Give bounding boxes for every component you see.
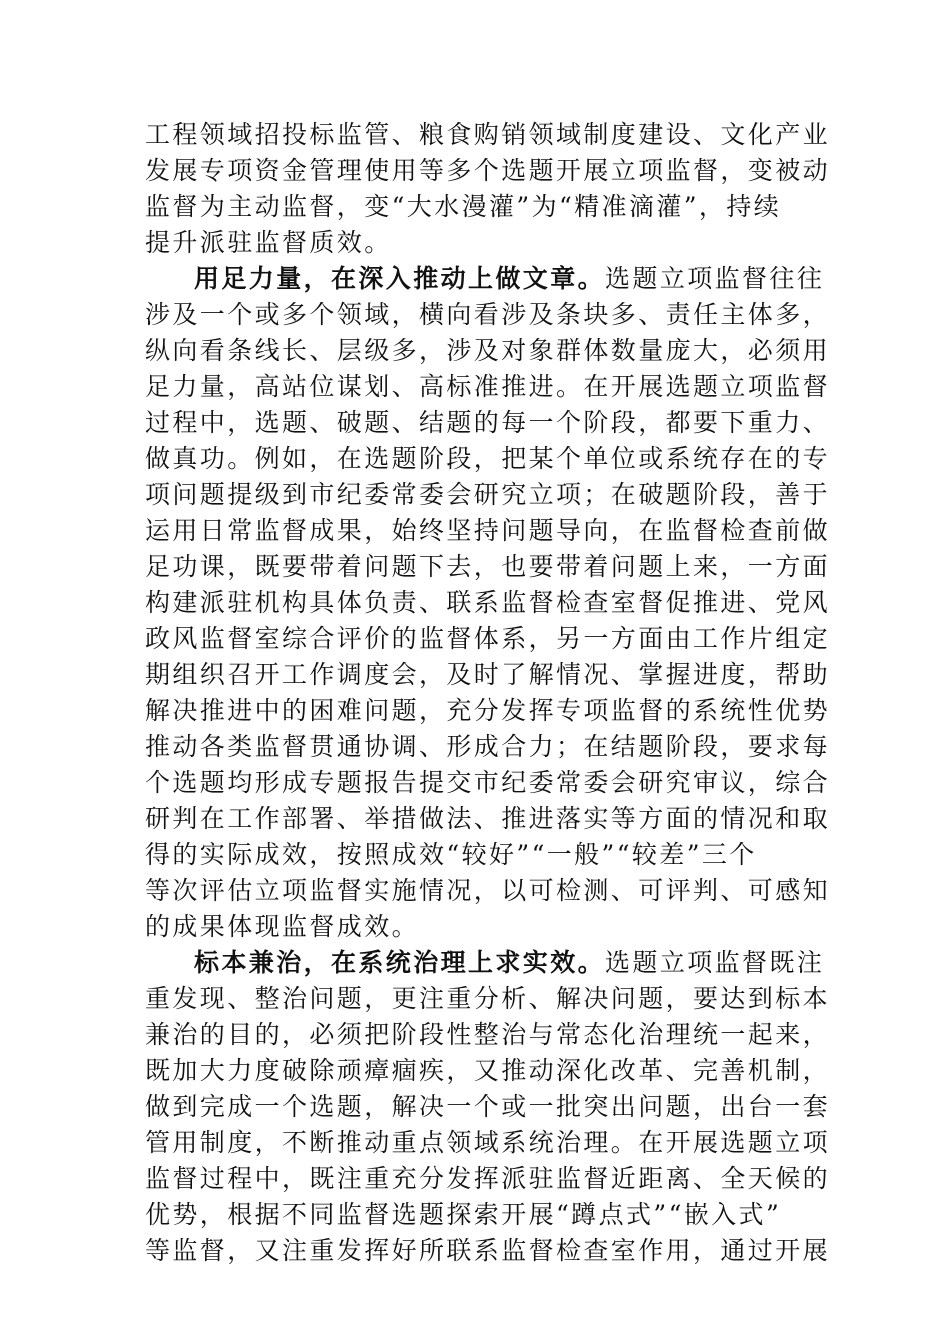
text-line: 优势，根据不同监督选题探索开展“蹲点式”“嵌入式”: [145, 1200, 782, 1229]
text-line: 等次评估立项监督实施情况，以可检测、可评判、可感知: [145, 876, 831, 905]
text-line: 兼治的目的，必须把阶段性整治与常态化治理统一起来，: [145, 1020, 831, 1049]
text-line: 个选题均形成专题报告提交市纪委常委会研究审议，综合: [145, 768, 831, 797]
text-line: 期组织召开工作调度会，及时了解情况、掌握进度，帮助: [145, 660, 831, 689]
text-line: 工程领域招投标监管、粮食购销领域制度建设、文化产业: [145, 120, 831, 149]
text-line: 监督为主动监督，变“大水漫灌”为“精准滴灌”，持续: [145, 192, 782, 221]
text-line: 政风监督室综合评价的监督体系，另一方面由工作片组定: [145, 624, 831, 653]
text-line: 做到完成一个选题，解决一个或一批突出问题，出台一套: [145, 1092, 831, 1121]
text-line: 足功课，既要带着问题下去，也要带着问题上来，一方面: [145, 552, 831, 581]
paragraph-heading: 标本兼治，在系统治理上求实效。: [194, 948, 606, 977]
paragraph-heading: 用足力量，在深入推动上做文章。: [194, 264, 606, 293]
text-line: 推动各类监督贯通协调、形成合力；在结题阶段，要求每: [145, 732, 831, 761]
paragraph-first-line: [194, 261, 825, 297]
text-line: 等监督，又注重发挥好所联系监督检查室作用，通过开展: [145, 1236, 831, 1265]
paragraph-text: 选题立项监督既注: [605, 948, 825, 977]
text-line: 过程中，选题、破题、结题的每一个阶段，都要下重力、: [145, 408, 831, 437]
text-line: 既加大力度破除顽瘴痼疾，又推动深化改革、完善机制，: [145, 1056, 831, 1085]
text-line: 做真功。例如，在选题阶段，把某个单位或系统存在的专: [145, 444, 831, 473]
text-line: 监督过程中，既注重充分发挥派驻监督近距离、全天候的: [145, 1164, 831, 1193]
paragraph-text: 选题立项监督往往: [605, 264, 825, 293]
text-line: 提升派驻监督质效。: [145, 228, 392, 257]
text-line: 发展专项资金管理使用等多个选题开展立项监督，变被动: [145, 156, 831, 185]
text-line: 纵向看条线长、层级多，涉及对象群体数量庞大，必须用: [145, 336, 831, 365]
text-line: 的成果体现监督成效。: [145, 912, 420, 941]
text-line: 重发现、整治问题，更注重分析、解决问题，要达到标本: [145, 984, 831, 1013]
text-line: 项问题提级到市纪委常委会研究立项；在破题阶段，善于: [145, 480, 831, 509]
text-line: 得的实际成效，按照成效“较好”“一般”“较差”三个: [145, 840, 757, 869]
paragraph-first-line: [194, 945, 825, 981]
text-line: 研判在工作部署、举措做法、推进落实等方面的情况和取: [145, 804, 831, 833]
text-line: 运用日常监督成果，始终坚持问题导向，在监督检查前做: [145, 516, 831, 545]
text-line: 管用制度，不断推动重点领域系统治理。在开展选题立项: [145, 1128, 831, 1157]
text-line: 解决推进中的困难问题，充分发挥专项监督的系统性优势: [145, 696, 831, 725]
text-line: 构建派驻机构具体负责、联系监督检查室督促推进、党风: [145, 588, 831, 617]
text-line: 足力量，高站位谋划、高标准推进。在开展选题立项监督: [145, 372, 831, 401]
text-line: 涉及一个或多个领域，横向看涉及条块多、责任主体多，: [145, 300, 831, 329]
